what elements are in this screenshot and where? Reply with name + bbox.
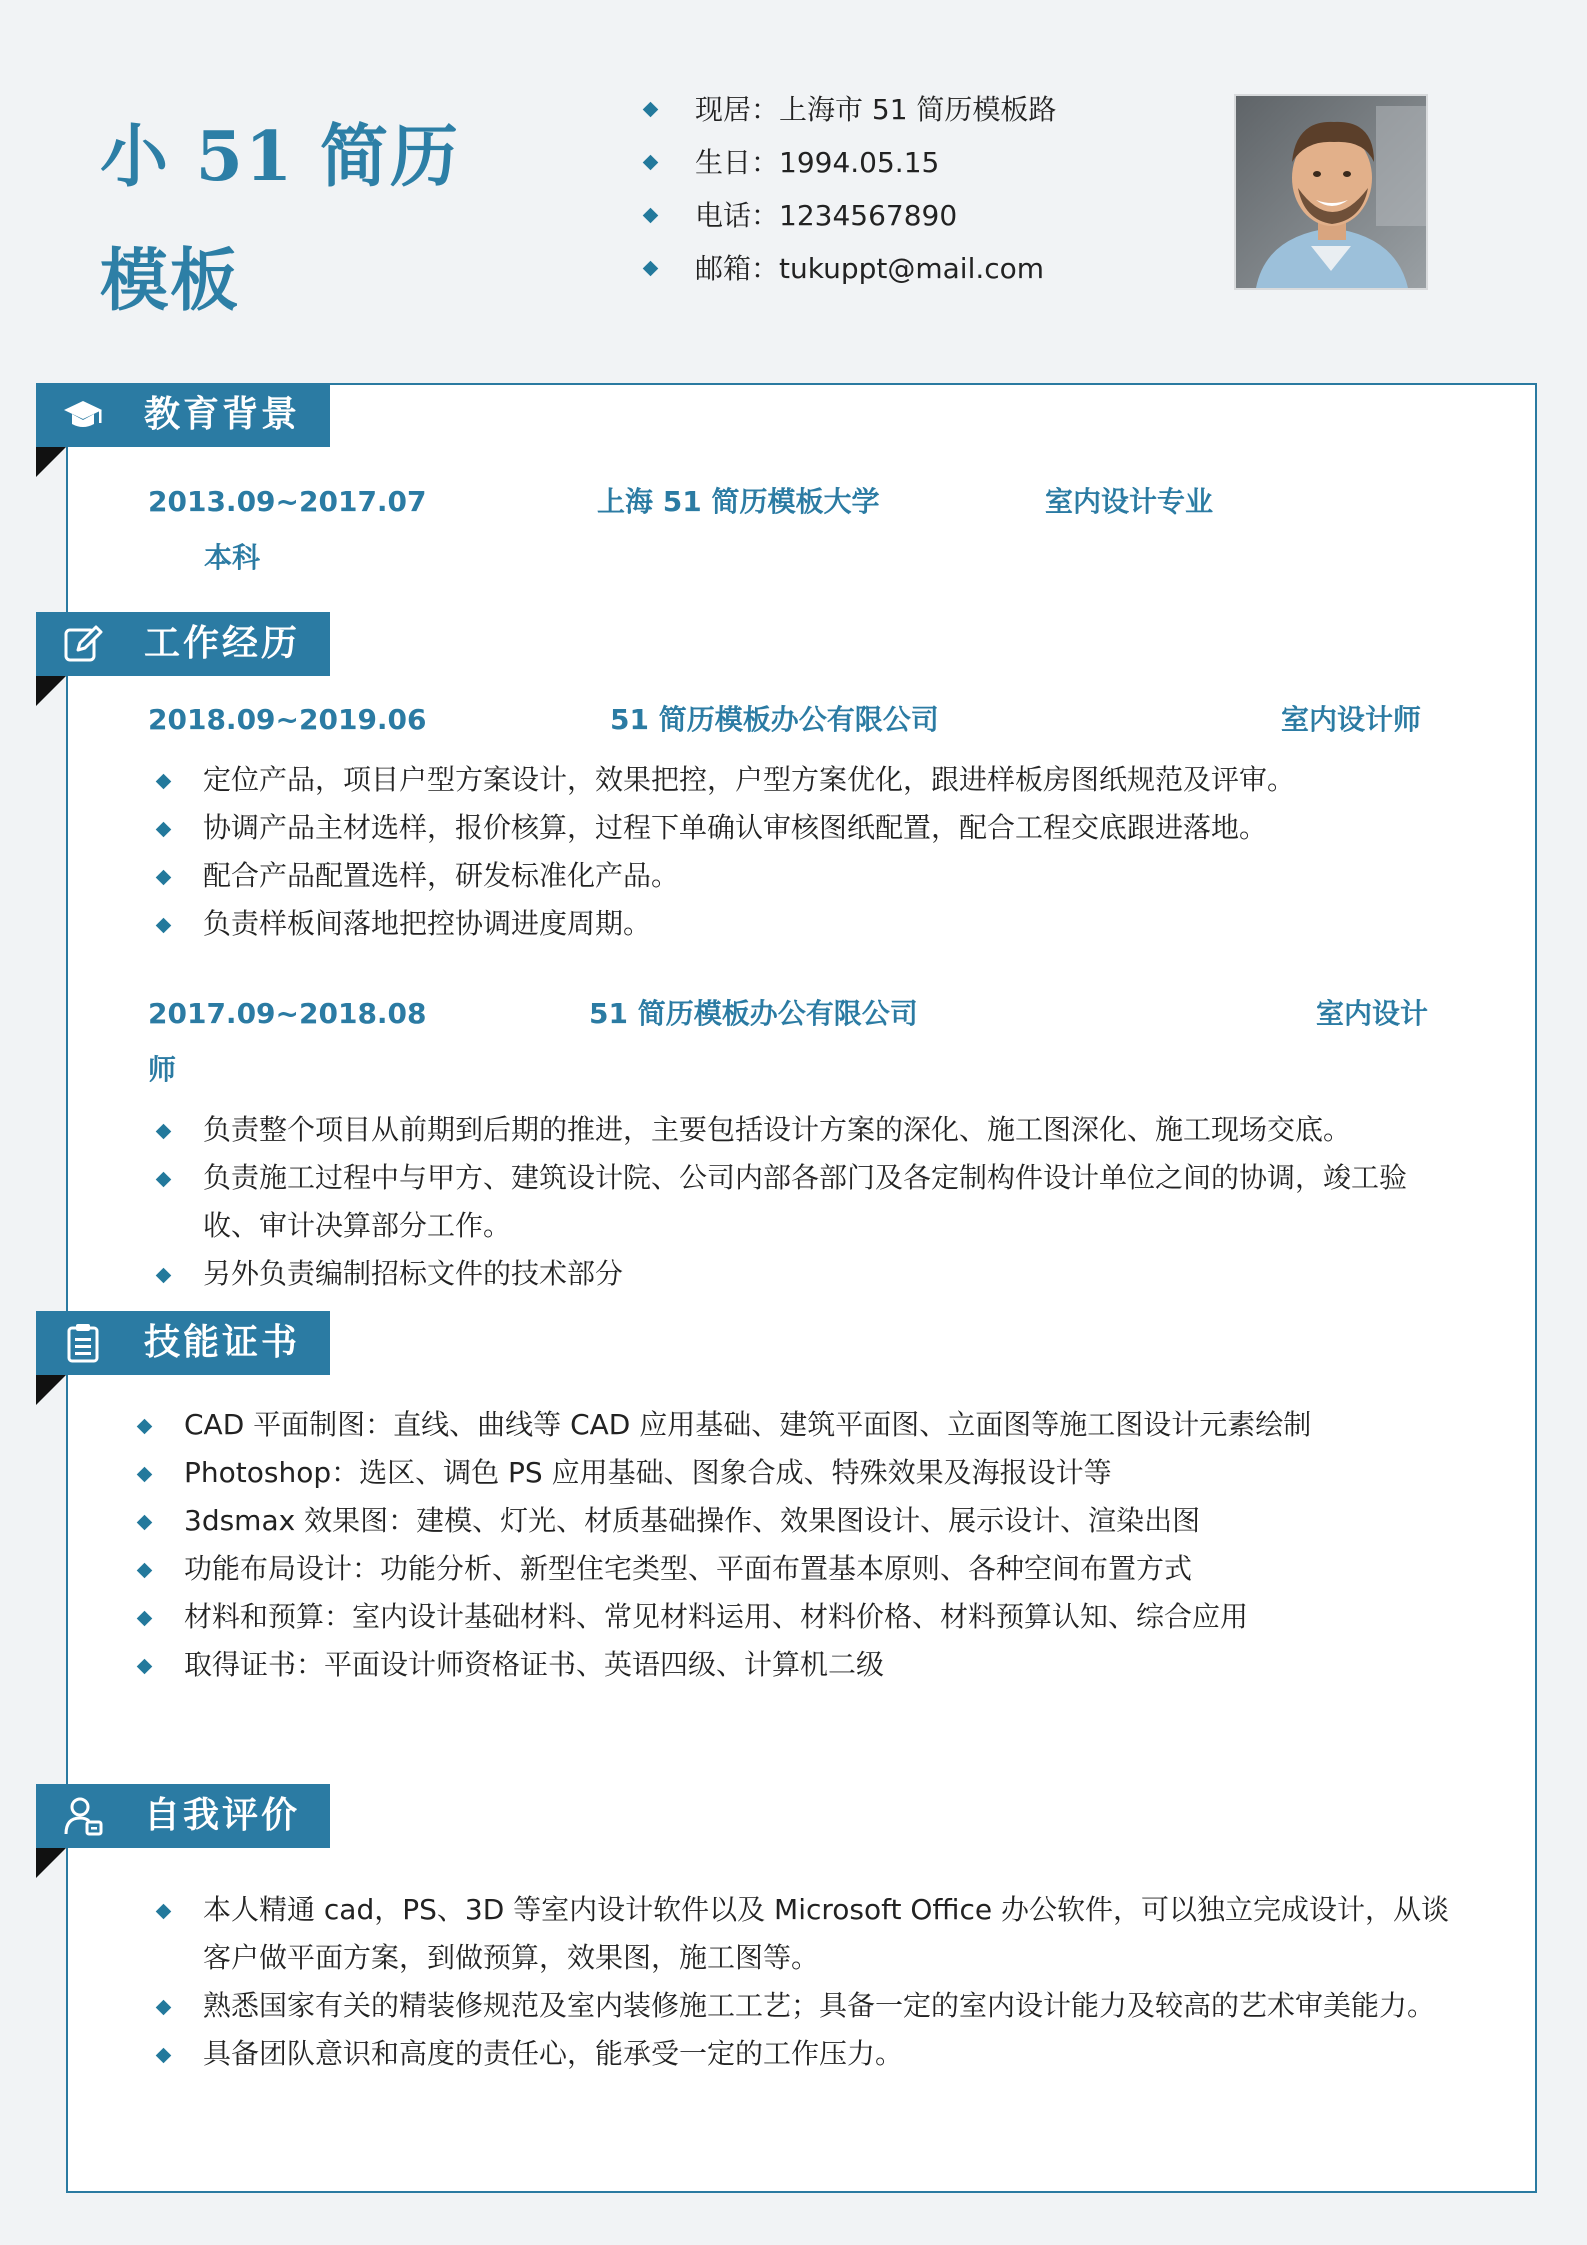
diamond-bullet-icon <box>643 208 659 224</box>
user-icon <box>62 1796 104 1836</box>
list-item: 材料和预算：室内设计基础材料、常见材料运用、材料价格、材料预算认知、综合应用 <box>184 1593 1454 1641</box>
list-item: 熟悉国家有关的精装修规范及室内装修施工工艺；具备一定的室内设计能力及较高的艺术审美能力。 <box>203 1982 1453 2030</box>
list-item: 负责样板间落地把控协调进度周期。 <box>203 900 1453 948</box>
clipboard-icon <box>62 1323 104 1363</box>
list-item: 取得证书：平面设计师资格证书、英语四级、计算机二级 <box>184 1641 1454 1689</box>
ribbon-fold <box>36 447 66 477</box>
section-header-self-eval: 自我评价 <box>36 1784 330 1848</box>
job-bullets-clip <box>140 1044 1480 1290</box>
section-header-work: 工作经历 <box>36 612 330 676</box>
ribbon-fold <box>36 676 66 706</box>
list-item: CAD 平面制图：直线、曲线等 CAD 应用基础、建筑平面图、立面图等施工图设计元素绘制 <box>184 1401 1454 1449</box>
job-company: 51 简历模板办公有限公司 <box>589 997 918 1030</box>
list-item: 另外负责编制招标文件的技术部分 <box>203 1250 1453 1298</box>
ribbon-fold <box>36 1375 66 1405</box>
edu-major: 室内设计专业 <box>1045 485 1214 518</box>
job-period: 2018.09~2019.06 <box>148 703 427 736</box>
list-item: 3dsmax 效果图：建模、灯光、材质基础操作、效果图设计、展示设计、渲染出图 <box>184 1497 1454 1545</box>
edit-icon <box>62 624 104 664</box>
diamond-bullet-icon <box>156 1172 172 1188</box>
list-item: 协调产品主材选样，报价核算，过程下单确认审核图纸配置，配合工程交底跟进落地。 <box>203 804 1453 852</box>
job-role-continued: 师 <box>148 1053 177 1086</box>
job-company: 51 简历模板办公有限公司 <box>610 703 939 736</box>
list-item: Photoshop：选区、调色 PS 应用基础、图象合成、特殊效果及海报设计等 <box>184 1449 1454 1497</box>
list-item: 本人精通 cad，PS、3D 等室内设计软件以及 Microsoft Office 办公软件，可以独立完成设计，从谈客户做平面方案，到做预算，效果图，施工图等。 <box>203 1886 1453 1982</box>
list-item: 负责整个项目从前期到后期的推进，主要包括设计方案的深化、施工图深化、施工现场交底。 <box>203 1106 1453 1154</box>
edu-school: 上海 51 简历模板大学 <box>597 485 880 518</box>
diamond-bullet-icon <box>156 1124 172 1140</box>
edu-degree: 本科 <box>204 541 261 574</box>
list-item: 定位产品，项目户型方案设计，效果把控，户型方案优化，跟进样板房图纸规范及评审。 <box>203 756 1453 804</box>
job-role: 室内设计 <box>1316 997 1429 1030</box>
graduation-cap-icon <box>62 395 104 435</box>
job-period: 2017.09~2018.08 <box>148 997 427 1030</box>
profile-photo <box>1236 96 1426 288</box>
list-item: 负责施工过程中与甲方、建筑设计院、公司内部各部门及各定制构件设计单位之间的协调，竣工验收、审计决算部分工作。 <box>203 1154 1453 1250</box>
candidate-name: 小 51 简历模板 <box>100 117 460 321</box>
list-item: 功能布局设计：功能分析、新型住宅类型、平面布置基本原则、各种空间布置方式 <box>184 1545 1454 1593</box>
ribbon-fold <box>36 1848 66 1878</box>
diamond-bullet-icon <box>643 261 659 277</box>
diamond-bullet-icon <box>643 155 659 171</box>
list-item: 配合产品配置选样，研发标准化产品。 <box>203 852 1453 900</box>
job-role: 室内设计师 <box>1281 703 1422 736</box>
list-item: 具备团队意识和高度的责任心，能承受一定的工作压力。 <box>203 2030 1453 2078</box>
diamond-bullet-icon <box>643 102 659 118</box>
edu-period: 2013.09~2017.07 <box>148 485 427 518</box>
section-header-skills: 技能证书 <box>36 1311 330 1375</box>
section-header-education: 教育背景 <box>36 383 330 447</box>
